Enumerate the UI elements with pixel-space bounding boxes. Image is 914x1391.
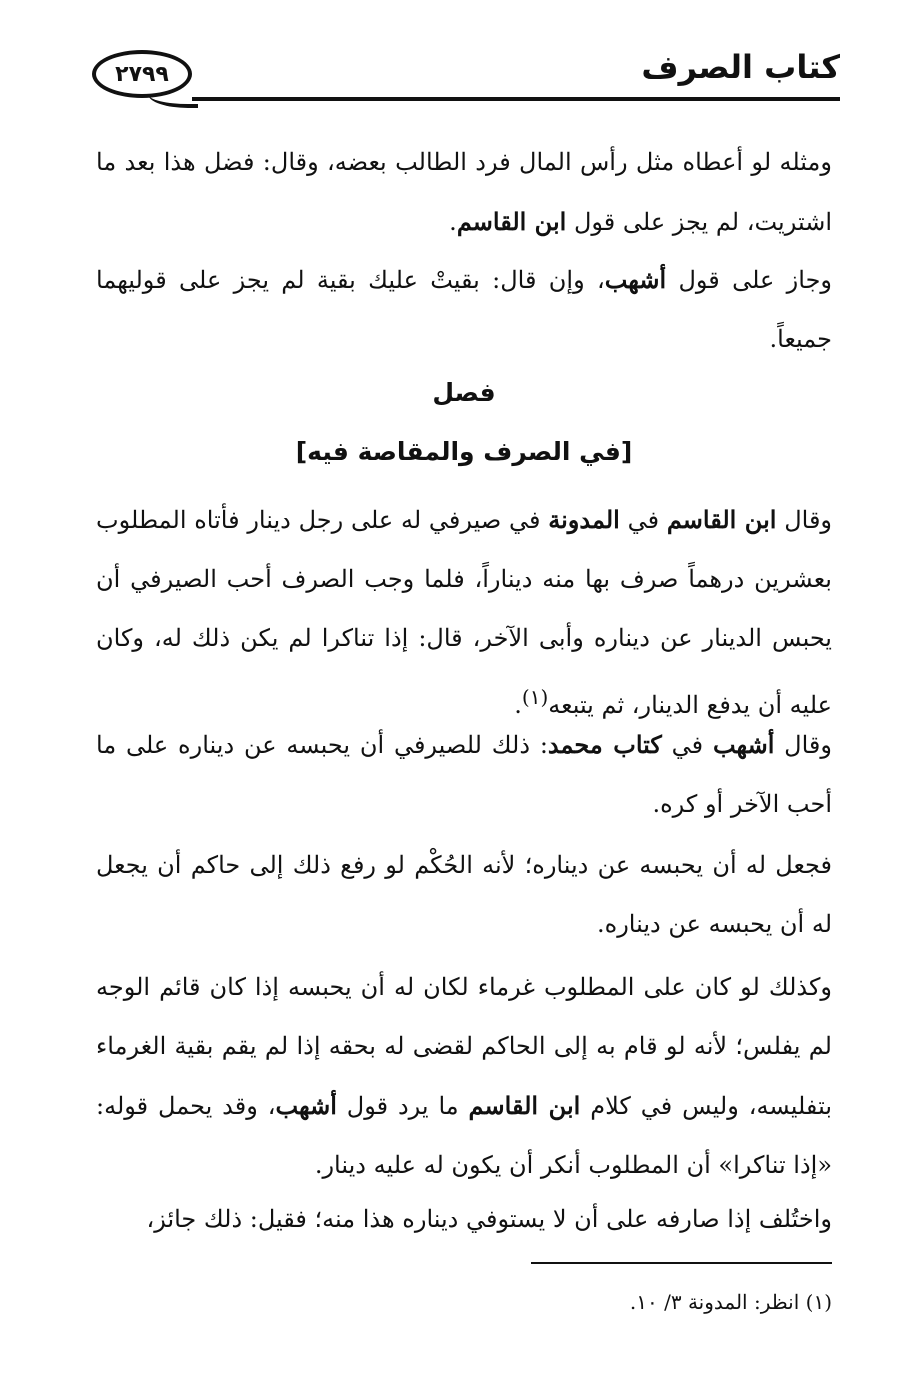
- name-ibn-al-qasim: ابن القاسم: [468, 1091, 581, 1120]
- footnote: (١) انظر: المدونة ٣/ ١٠.: [629, 1290, 832, 1314]
- paragraph-text: .: [449, 208, 457, 236]
- page-number: ٢٧٩٩: [92, 50, 192, 98]
- paragraph-text: وكذلك لو كان على المطلوب غرماء لكان له أن يحبسه إذا كان قائم الوجه لم يفلس؛ لأنه لو قام به إلى الحاكم لقضى له بحقه إذا لم يقم بقية الغرماء بتفليسه، وليس في كلام: [96, 973, 832, 1120]
- paragraph-text: ، وإن قال: بقيتْ عليك بقية لم يجز على قوليهما جميعاً.: [96, 266, 832, 353]
- name-ibn-al-qasim: ابن القاسم: [666, 505, 777, 534]
- footnote-separator: [531, 1262, 832, 1264]
- paragraph-text: وقال: [776, 506, 833, 534]
- name-ibn-al-qasim: ابن القاسم: [456, 207, 567, 236]
- paragraph-text: واختُلف إذا صارفه على أن لا يستوفي ديناره هذا منه؛ فقيل: ذلك جائز،: [146, 1205, 832, 1233]
- paragraph-7: [96, 1190, 832, 1249]
- paragraph-text: في: [619, 506, 667, 534]
- subsection-heading: [في الصرف والمقاصة فيه]: [295, 437, 633, 466]
- paragraph-2: [96, 250, 832, 369]
- header-rule: [192, 97, 840, 101]
- paragraph-text: : ذلك للصيرفي أن يحبسه عن ديناره على ما أحب الآخر أو كره.: [96, 731, 832, 818]
- paragraph-text: وجاز على قول: [666, 266, 832, 294]
- book-title: كتاب الصرف: [641, 48, 840, 86]
- name-ashhab: أشهب: [712, 730, 775, 759]
- name-ashhab: أشهب: [275, 1091, 337, 1120]
- page-header: [88, 40, 840, 115]
- paragraph-text: وقال: [774, 731, 832, 759]
- paragraph-text: .: [514, 691, 522, 719]
- paragraph-6: [96, 958, 832, 1195]
- book-kitab-muhammad: كتاب محمد: [547, 730, 662, 759]
- paragraph-text: في صيرفي له على رجل دينار فأتاه المطلوب بعشرين درهماً صرف بها منه ديناراً، فلما وجب الصرف أحب الصيرفي أن يحبس الدينار عن ديناره وأبى الآخر، قال: إذا تناكرا لم يكن ذلك له، وكان عليه أن يدفع الدينار، ثم يتبعه: [96, 506, 832, 719]
- footnote-marker: (١): [521, 685, 549, 709]
- paragraph-4: [96, 715, 832, 834]
- paragraph-text: فجعل له أن يحبسه عن ديناره؛ لأنه الحُكْم لو رفع ذلك إلى حاكم أن يجعل له أن يحبسه عن ديناره.: [96, 851, 832, 938]
- paragraph-1: [96, 133, 832, 252]
- book-al-mudawwana: المدونة: [548, 505, 620, 534]
- paragraph-text: ، وقد يحمل قوله: «إذا تناكرا» أن المطلوب أنكر أن يكون له عليه دينار.: [96, 1092, 832, 1179]
- paragraph-text: ومثله لو أعطاه مثل رأس المال فرد الطالب بعضه، وقال: فضل هذا بعد ما اشتريت، لم يجز على قول: [96, 148, 832, 236]
- paragraph-text: في: [661, 731, 713, 759]
- name-ashhab: أشهب: [604, 265, 667, 294]
- paragraph-3: [96, 490, 832, 735]
- section-heading: فصل: [432, 378, 496, 407]
- paragraph-text: ما يرد قول: [336, 1092, 469, 1120]
- paragraph-5: [96, 836, 832, 954]
